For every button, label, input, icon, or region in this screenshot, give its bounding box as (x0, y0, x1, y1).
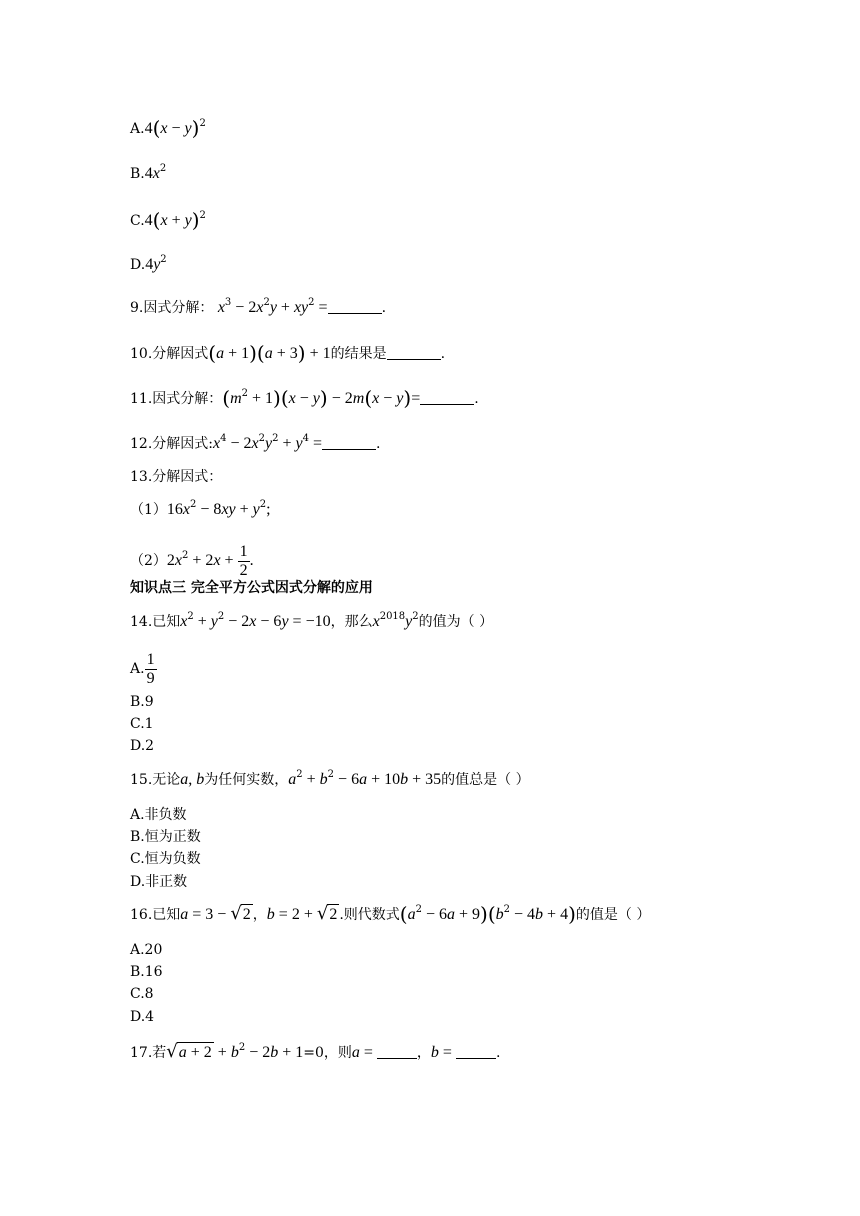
answer-blank[interactable] (387, 345, 441, 360)
question-14: 14.已知$x^2 + y^2 - 2x - 6y = -10$，那么$x^{2018}y^2$的值为（ ） (130, 611, 494, 630)
q14-option-c: C.1 (130, 716, 154, 732)
answer-blank[interactable] (420, 390, 474, 405)
q8-option-c: $C.4(x + y)^2$ (130, 208, 206, 232)
question-10: 10.分解因式(a + 1)(a + 3) + 1的结果是 . (130, 341, 446, 365)
question-16: 16.已知a = 3 − √2 ，b = 2 + √2 .则代数式$(a^2 - 6a + 9)(b^2 - 4b + 4)$的值是（ ） (130, 902, 651, 926)
fraction: $\frac{1}{2}$ (239, 542, 248, 579)
q16-option-d: D.4 (130, 1009, 155, 1025)
answer-blank[interactable] (328, 299, 382, 314)
q15-option-d: D.非正数 (130, 874, 188, 890)
question-17: 17.若$√a + 2 + b^2 - 2b + 1=0$，则a = ，b = . (130, 1041, 501, 1062)
q14-option-b: B.9 (130, 694, 154, 710)
q16-option-b: B.16 (130, 964, 163, 980)
q8-option-d: $D.4y^2$ (130, 254, 167, 273)
q14-option-a: A. $\frac{1}{9}$ (130, 650, 155, 687)
question-12: 12.分解因式$:x^4 - 2x^2y^2 + y^4$ = . (130, 433, 381, 452)
question-11: 11.因式分解：$(m^2 + 1)(x - y) - 2m(x - y)=$ . (130, 386, 479, 410)
q15-option-c: C.恒为负数 (130, 851, 201, 867)
fraction: $\frac{1}{9}$ (146, 650, 155, 687)
q15-option-b: B.恒为正数 (130, 829, 201, 845)
q16-option-c: C.8 (130, 986, 154, 1002)
answer-blank[interactable] (322, 435, 376, 450)
answer-blank-b[interactable] (456, 1044, 496, 1059)
question-13-part-1: $(1)16x^2 - 8xy + y^2$; (130, 499, 271, 518)
question-13-part-2: $(2)2x^2 + 2x$ + $\frac{1}{2}$ . (130, 542, 254, 579)
q14-option-d: D.2 (130, 738, 155, 754)
question-9: 9.因式分解： $x^3 - 2x^2y + xy^2$ = . (130, 297, 387, 316)
section-title: 知识点三 完全平方公式因式分解的应用 (130, 580, 373, 596)
answer-blank-a[interactable] (377, 1044, 417, 1059)
question-13-title: 13.分解因式： (130, 469, 223, 485)
q8-option-b: $B.4x^2$ (130, 163, 167, 182)
question-15: 15.无论a, b为任何实数，$a^2 + b^2 - 6a + 10b + 35$的值总是（ ） (130, 769, 530, 788)
q15-option-a: A.非负数 (130, 807, 187, 823)
q8-option-a: $A.4(x - y)^2$ (130, 116, 206, 140)
q16-option-a: A.20 (130, 942, 163, 958)
